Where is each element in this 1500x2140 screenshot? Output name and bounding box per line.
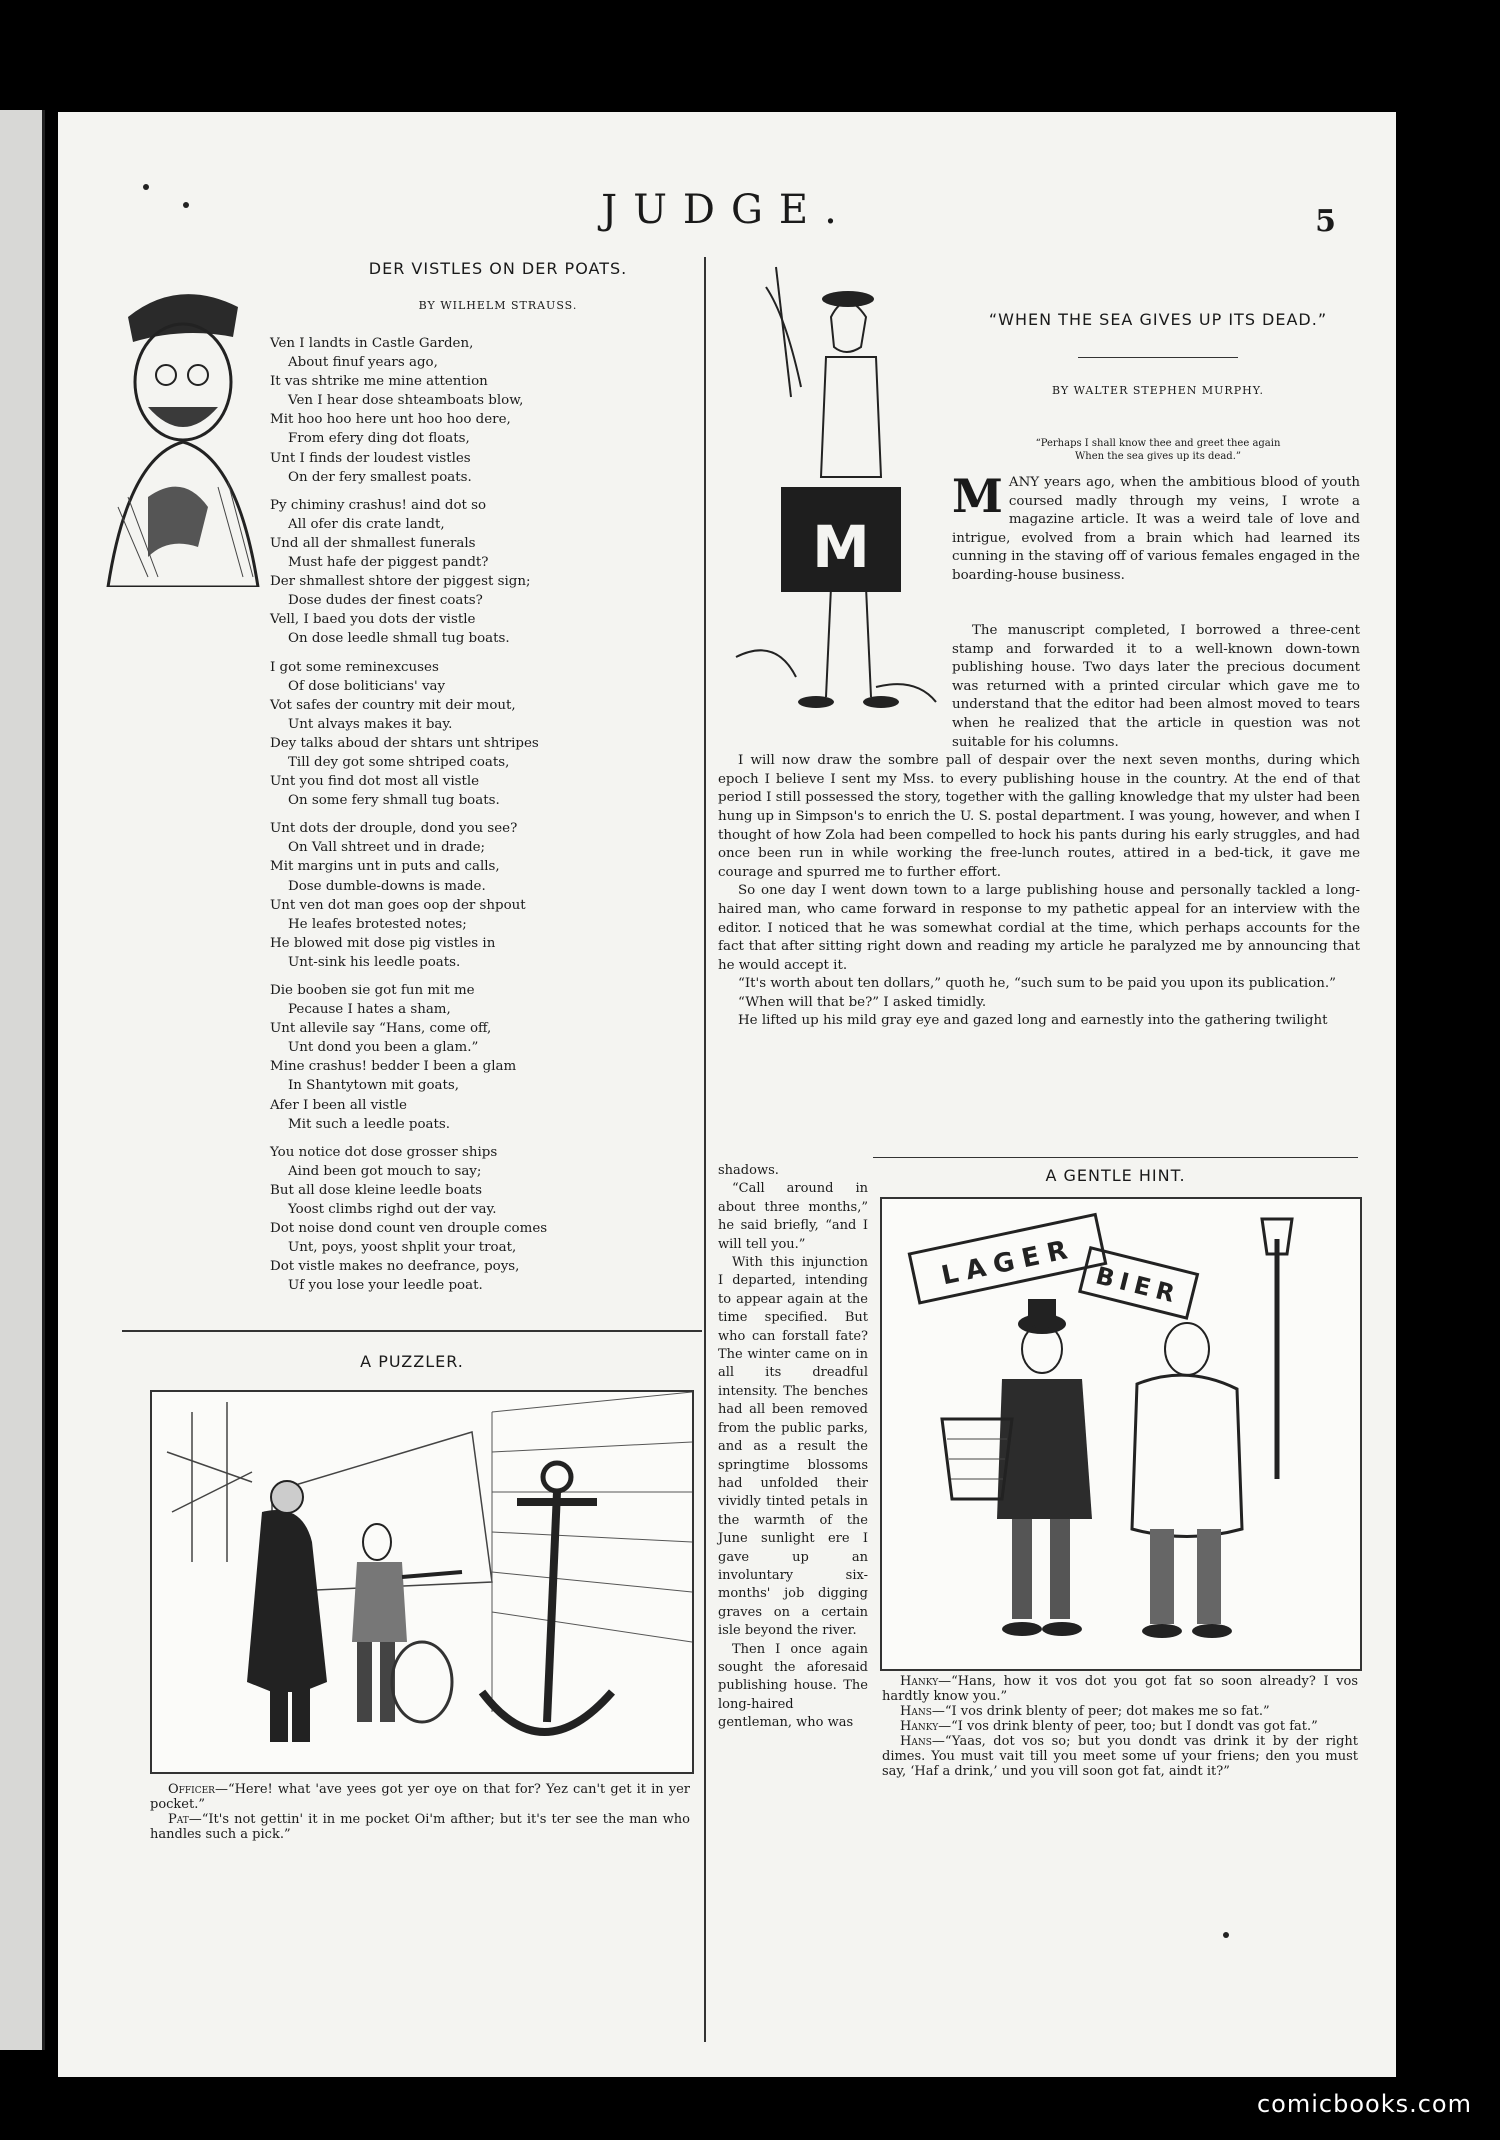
story-paragraph: The manuscript completed, I borrowed a three-cent stamp and forwarded it to a well-known down-town publishing house. Two days later the precious document was returned with a printed circular which gave me to understand that the editor had been almost moved to tears when he realized that the article in question was not suitable for his columns. (952, 623, 1360, 750)
poem-line: Unt I finds der loudest vistles (270, 450, 471, 466)
poem-line: I got some reminexcuses (270, 659, 439, 675)
poem-line: Yoost climbs righd out der vay. (288, 1202, 497, 1218)
poem-line: Of dose boliticians' vay (288, 678, 446, 694)
speaker-name: Hanky (900, 1674, 939, 1689)
poem-line: On Vall shtreet und in drade; (288, 840, 486, 856)
poem-line: Die booben sie got fun mit me (270, 983, 475, 998)
poem-line: Ven I hear dose shteamboats blow, (288, 393, 524, 409)
speaker-text: —“I vos drink blenty of peer, too; but I dondt vas got fat.” (938, 1719, 1318, 1734)
epigraph-line: “Perhaps I shall know thee and greet thee again (1035, 438, 1281, 449)
story-paragraph: He lifted up his mild gray eye and gazed long and earnestly into the gathering twilight (738, 1013, 1328, 1029)
speaker-name: Hans (900, 1734, 932, 1749)
poem-line: Vell, I baed you dots der vistle (270, 612, 476, 628)
previous-page-edge (0, 110, 45, 2050)
lager-sign: LAGER (938, 1233, 1078, 1292)
poem-line: Mit such a leedle poats. (288, 1116, 451, 1132)
story-paragraph: Then I once again sought the aforesaid publishing house. The long-haired gentleman, who was (718, 1641, 868, 1731)
watermark: comicbooks.com (1256, 2090, 1472, 2118)
poem-stanza (270, 496, 690, 649)
poem-line: On dose leedle shmall tug boats. (288, 631, 510, 647)
poem-title: DER VISTLES ON DER POATS. (368, 259, 628, 278)
poem-line: Uf you lose your leedle poat. (288, 1278, 483, 1294)
section-rule (122, 1330, 702, 1332)
drop-cap: M (952, 469, 1003, 523)
poem-line: On der fery smallest poats. (288, 469, 472, 485)
poem-line: Py chiminy crashus! aind dot so (270, 497, 487, 513)
caption-line (882, 1734, 1358, 1779)
poem-stanza (270, 334, 690, 487)
masthead-title: JUDGE. (601, 187, 853, 233)
puzzler-illustration (150, 1390, 694, 1774)
ink-speck (1223, 1932, 1229, 1938)
story-paragraph: shadows. (718, 1163, 779, 1178)
poem-line: Unt dond you been a glam.” (288, 1040, 479, 1056)
speaker-name: Pat (168, 1812, 189, 1827)
poem-line: Aind been got mouch to say; (288, 1163, 482, 1179)
story-body-narrow (718, 1162, 868, 1733)
poem-line: Mine crashus! bedder I been a glam (270, 1059, 517, 1075)
story-paragraph: With this injunction I departed, intending to appear again at the time specified. But who can forstall fate? The winter came on in all its dreadful intensity. The benches had all been removed from the public parks, and as a result the springtime blossoms had unfolded their vividly tinted petals in the warmth of the June sunlight ere I gave up an involuntary six-months' job digging graves on a certain isle beyond the river. (718, 1255, 868, 1639)
speaker-name: Hans (900, 1704, 932, 1719)
epigraph-line: When the sea gives up its dead.” (1074, 451, 1241, 462)
poem-line: It vas shtrike me mine attention (270, 374, 488, 390)
poem-line: Dey talks aboud der shtars unt shtripes (270, 735, 539, 751)
speaker-text: —“It's not gettin' it in me pocket Oi'm afther; but it's ter see the man who handles such a pick.” (150, 1812, 690, 1842)
poem-stanza (270, 819, 690, 972)
poem-line: In Shantytown mit goats, (288, 1078, 460, 1094)
story-paragraph: “When will that be?” I asked timidly. (738, 994, 987, 1010)
poem-line: Unt you find dot most all vistle (270, 774, 480, 790)
caption-line (150, 1812, 690, 1842)
poem-line: Dose dudes der finest coats? (288, 593, 483, 609)
caption-line (882, 1704, 1358, 1719)
story-paragraph: I will now draw the sombre pall of despair over the next seven months, during which epoch I believe I sent my Mss. to every publishing house in the country. At the end of that period I still possessed the story, together with the galling knowledge that my ulster had been hung up in Simpson's to enrich the U. S. postal department. I was young, however, and when I thought of how Zola had been compelled to hock his pants during his early struggles, and had once been run in while working the free-lunch routes, attired in a bed-tick, it gave me courage and spurred me to further effort. (718, 753, 1360, 880)
story-body-wide (718, 622, 1360, 1031)
poem-line: Pecause I hates a sham, (288, 1002, 451, 1018)
poem-line: Dot noise dond count ven drouple comes (270, 1221, 548, 1237)
title-rule (1078, 357, 1238, 358)
speaker-name: Officer (168, 1782, 215, 1797)
strauss-portrait-illustration (88, 257, 268, 587)
poem-line: On some fery shmall tug boats. (288, 793, 500, 809)
gentle-hint-caption (882, 1674, 1358, 1779)
paragraph-text: ANY years ago, when the ambitious blood of youth coursed madly through my veins, I wrote a magazine article. It was a weird tale of love and intrigue, evolved from a brain which had learned its cunning in the staving off of various females engaged in the boarding-house business. (952, 475, 1360, 583)
poem-line: Ven I landts in Castle Garden, (270, 336, 474, 351)
page-number: 5 (1315, 204, 1336, 239)
story-paragraph: So one day I went down town to a large publishing house and personally tackled a long-haired man, who came forward in response to my pathetic appeal for an interview with the editor. I noticed that he was somewhat cordial at the time, which perhaps accounts for the fact that after sitting right down and reading my article he paralyzed me by announcing that he would accept it. (718, 883, 1360, 973)
poem-line: All ofer dis crate landt, (288, 516, 445, 532)
poem-line: You notice dot dose grosser ships (270, 1144, 498, 1160)
bier-sign: BIER (1092, 1261, 1184, 1310)
story-title: “WHEN THE SEA GIVES UP ITS DEAD.” (988, 310, 1328, 329)
story-opening (952, 469, 1360, 586)
story-paragraph: “Call around in about three months,” he said briefly, “and I will tell you.” (718, 1181, 868, 1252)
speaker-text: —“Yaas, dot vos so; but you dondt vas drink it by der right dimes. You must vait till you meet some uf your friens; den you must say, ‘Haf a drink,’ und you vill soon got fat, aindt it?” (882, 1734, 1358, 1779)
story-paragraph: “It's worth about ten dollars,” quoth he, “such sum to be paid you upon its publication.” (738, 976, 1336, 992)
poem-line: Till dey got some shtriped coats, (288, 754, 510, 770)
section-rule (873, 1157, 1358, 1158)
poem-line: Unt allevile say “Hans, come off, (270, 1021, 492, 1037)
poem-line: Must hafe der piggest pandt? (288, 555, 489, 571)
caption-line (150, 1782, 690, 1812)
puzzler-caption (150, 1782, 690, 1842)
poem-line: Unt-sink his leedle poats. (288, 954, 461, 970)
poem-body (270, 334, 690, 1305)
poem-line: Unt dots der drouple, dond you see? (270, 821, 518, 837)
speaker-text: —“I vos drink blenty of peer; dot makes me so fat.” (931, 1704, 1270, 1719)
poem-stanza (270, 1143, 690, 1296)
speaker-name: Hanky (900, 1719, 939, 1734)
poem-line: Unt ven dot man goes oop der shpout (270, 897, 526, 913)
speaker-text: —“Hans, how it vos dot you got fat so soon already? I vos hardtly know you.” (882, 1674, 1358, 1704)
poem-line: Unt alvays makes it bay. (288, 716, 453, 732)
poem-stanza (270, 981, 690, 1134)
poem-stanza (270, 658, 690, 811)
poem-line: But all dose kleine leedle boats (270, 1182, 483, 1198)
poem-line: Mit margins unt in puts and calls, (270, 859, 500, 875)
poem-line: Und all der shmallest funerals (270, 535, 476, 551)
story-epigraph (958, 437, 1358, 463)
puzzler-title: A PUZZLER. (360, 1352, 464, 1371)
speaker-text: —“Here! what 'ave yees got yer oye on that for? Yez can't get it in yer pocket.” (150, 1782, 690, 1812)
poem-line: About finuf years ago, (288, 355, 438, 371)
poem-line: Der shmallest shtore der piggest sign; (270, 574, 531, 590)
poem-line: Mit hoo hoo here unt hoo hoo dere, (270, 412, 511, 428)
story-byline: BY WALTER STEPHEN MURPHY. (1051, 384, 1265, 397)
column-rule (704, 257, 706, 2042)
gentle-hint-title: A GENTLE HINT. (1045, 1166, 1186, 1185)
poem-line: Vot safes der country mit deir mout, (270, 697, 516, 713)
poem-line: Dose dumble-downs is made. (288, 878, 486, 894)
poem-line: From efery ding dot floats, (288, 431, 470, 447)
newspaper-page (58, 112, 1396, 2077)
caption-line (882, 1674, 1358, 1704)
poem-line: Dot vistle makes no deefrance, poys, (270, 1259, 520, 1275)
caption-line (882, 1719, 1358, 1734)
poem-line: Afer I been all vistle (270, 1097, 407, 1113)
poem-byline: BY WILHELM STRAUSS. (418, 299, 578, 312)
poem-line: He blowed mit dose pig vistles in (270, 935, 496, 951)
story-paragraph (952, 469, 1360, 586)
poem-line: Unt, poys, yoost shplit your troat, (288, 1240, 517, 1256)
poem-line: He leafes brotested notes; (288, 916, 467, 932)
bag-letter: M (812, 513, 870, 581)
gentle-hint-illustration (880, 1197, 1362, 1671)
